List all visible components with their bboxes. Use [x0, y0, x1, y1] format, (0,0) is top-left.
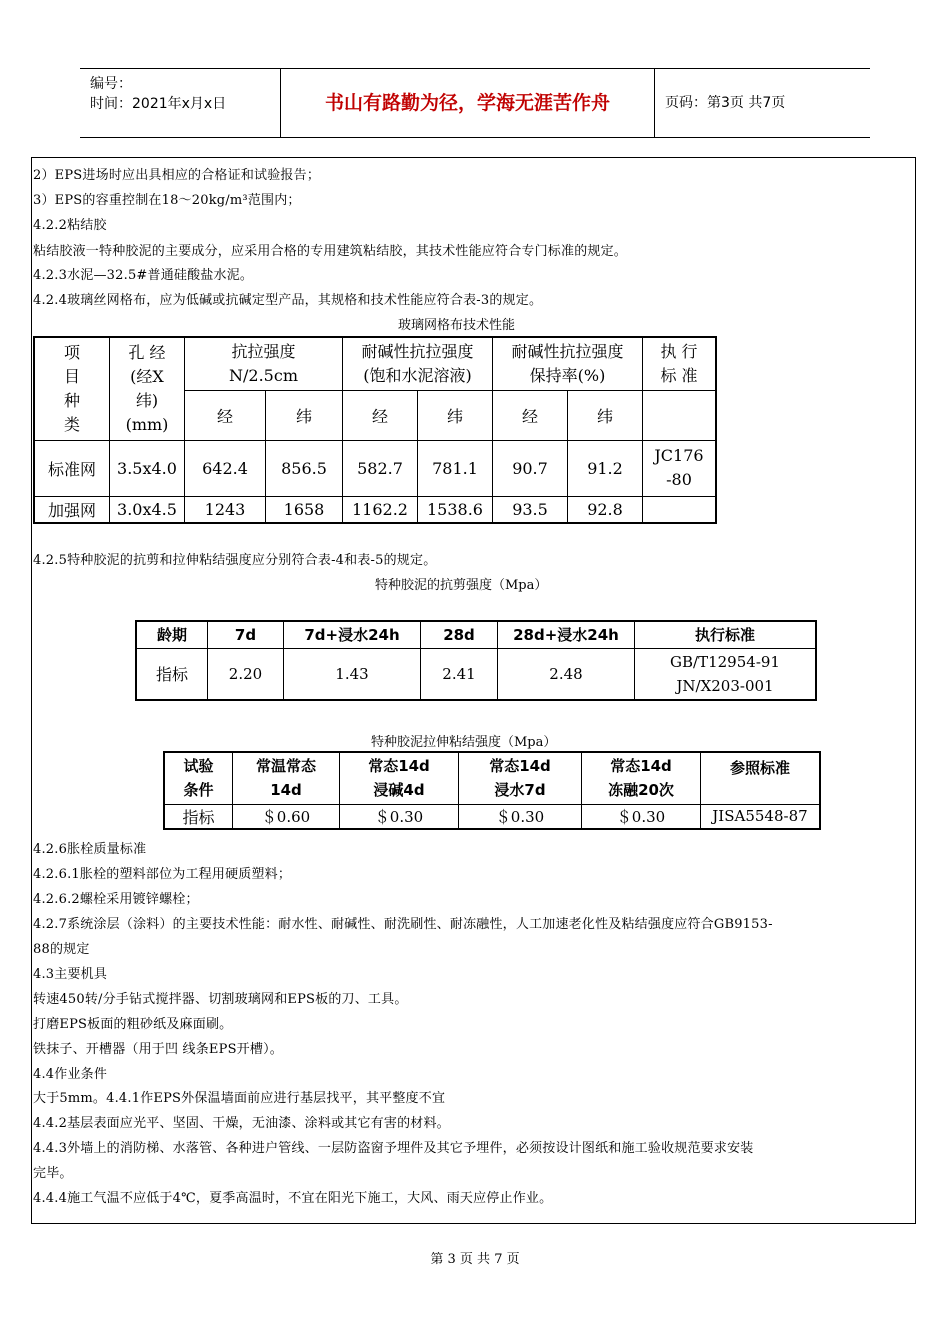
- cell-name: 标准网: [34, 440, 110, 496]
- header-cell: 常态14d 浸碱4d: [340, 752, 459, 804]
- cell-name: 加强网: [34, 496, 110, 523]
- cell-hole: 3.0x4.5: [110, 496, 185, 523]
- header-motto: 书山有路勤为径，学海无涯苦作舟: [281, 69, 655, 137]
- header-weft: 纬: [568, 390, 643, 440]
- text-line: 转速450转/分手钻式搅拌器、切割玻璃网和EPS板的刀、工具。: [33, 992, 408, 1007]
- text-line: 3）EPS的容重控制在18～20kg/m³范围内；: [33, 193, 301, 208]
- header-standard: 执 行 标 准: [643, 337, 717, 390]
- table-row: [34, 440, 716, 496]
- header-cell: 7d: [208, 621, 284, 648]
- cell-value: ＄0.30: [340, 804, 459, 829]
- cell-value: 2.48: [498, 648, 635, 700]
- text-line: 铁抹子、开槽器（用于凹 线条EPS开槽）。: [33, 1042, 283, 1057]
- cell-name: 指标: [136, 648, 208, 700]
- table1-caption: 玻璃网格布技术性能: [398, 318, 516, 333]
- cell-standard: JC176 -80: [643, 440, 717, 496]
- cell-value: 91.2: [568, 440, 643, 496]
- cell-value: 2.20: [208, 648, 284, 700]
- cell-value: 93.5: [493, 496, 568, 523]
- header-empty: [643, 390, 717, 440]
- table-row: [34, 496, 716, 523]
- cell-value: 90.7: [493, 440, 568, 496]
- header-alkali-tensile: 耐碱性抗拉强度 (饱和水泥溶液): [343, 337, 493, 390]
- cell-hole: 3.5x4.0: [110, 440, 185, 496]
- cell-value: ＄0.60: [233, 804, 340, 829]
- cell-value: ＄0.30: [582, 804, 701, 829]
- header-weft: 纬: [418, 390, 493, 440]
- table-row: [136, 648, 816, 700]
- text-line: 完毕。: [33, 1166, 73, 1181]
- cell-standard: [643, 496, 717, 523]
- document-date-label: 时间：2021年x月x日: [90, 96, 227, 112]
- text-line: 粘结胶液一特种胶泥的主要成分，应采用合格的专用建筑粘结胶，其技术性能应符合专门标准的规定。: [33, 244, 628, 259]
- text-line: 大于5mm。4.4.1作EPS外保温墙面前应进行基层找平，其平整度不宜: [33, 1091, 446, 1106]
- header-warp: 经: [185, 390, 266, 440]
- document-number-label: 编号：: [90, 76, 132, 92]
- text-line: 4.2.6.1胀栓的塑料部位为工程用硬质塑料；: [33, 867, 292, 882]
- header-cell: 常态14d 浸水7d: [459, 752, 582, 804]
- section-heading: 4.3主要机具: [33, 967, 108, 982]
- text-line: 打磨EPS板面的粗砂纸及麻面刷。: [33, 1017, 233, 1032]
- cell-value: 642.4: [185, 440, 266, 496]
- page-footer: 第 3 页 共 7 页: [430, 1252, 520, 1267]
- cell-value: 781.1: [418, 440, 493, 496]
- cell-value: 582.7: [343, 440, 418, 496]
- section-heading: 4.2.6胀栓质量标准: [33, 842, 147, 857]
- cell-value: 2.41: [421, 648, 498, 700]
- text-line: 4.2.7系统涂层（涂料）的主要技术性能：耐水性、耐碱性、耐洗刷性、耐冻融性，人工加速老化性及粘结强度应符合GB9153-: [33, 917, 773, 932]
- cell-name: 指标: [164, 804, 233, 829]
- header-retention: 耐碱性抗拉强度 保持率(%): [493, 337, 643, 390]
- shear-strength-table: [135, 620, 817, 701]
- header-hole-size: 孔 经 (经X 纬) (mm): [110, 337, 185, 440]
- header-cell: 龄期: [136, 621, 208, 648]
- table-row: [164, 804, 820, 829]
- section-heading: 4.2.2粘结胶: [33, 218, 107, 233]
- cell-value: 1243: [185, 496, 266, 523]
- header-item-type: 项 目 种 类: [34, 337, 110, 440]
- table3-caption: 特种胶泥拉伸粘结强度（Mpa）: [371, 735, 557, 750]
- page-header: [80, 68, 870, 138]
- header-page-label: 页码：第3页 共7页: [665, 95, 786, 111]
- header-cell: 试验 条件: [164, 752, 233, 804]
- cell-value: 1658: [266, 496, 343, 523]
- header-warp: 经: [343, 390, 418, 440]
- text-line: 4.4.3外墙上的消防梯、水落管、各种进户管线、一层防盗窗予埋件及其它予埋件，必须按设计图纸和施工验收规范要求安装: [33, 1141, 754, 1156]
- table2-caption: 特种胶泥的抗剪强度（Mpa）: [375, 578, 548, 593]
- text-line: 4.4.2基层表面应光平、坚固、干燥，无油漆、涂料或其它有害的材料。: [33, 1116, 450, 1131]
- header-cell: 参照标准: [701, 752, 821, 804]
- text-line: 4.2.5特种胶泥的抗剪和拉伸粘结强度应分别符合表-4和表-5的规定。: [33, 553, 437, 568]
- cell-value: 856.5: [266, 440, 343, 496]
- cell-value: ＄0.30: [459, 804, 582, 829]
- header-cell: 28d: [421, 621, 498, 648]
- header-cell: 常态14d 冻融20次: [582, 752, 701, 804]
- header-tensile: 抗拉强度 N/2.5cm: [185, 337, 343, 390]
- cell-value: 1538.6: [418, 496, 493, 523]
- tensile-bond-table: [163, 751, 821, 830]
- cell-standard: GB/T12954-91 JN/X203-001: [635, 648, 817, 700]
- text-line: 4.2.4玻璃丝网格布，应为低碱或抗碱定型产品，其规格和技术性能应符合表-3的规定。: [33, 293, 543, 308]
- text-line: 4.4.4施工气温不应低于4℃，夏季高温时，不宜在阳光下施工，大风、雨天应停止作业。: [33, 1191, 553, 1206]
- cell-value: 92.8: [568, 496, 643, 523]
- text-line: 2）EPS进场时应出具相应的合格证和试验报告；: [33, 168, 321, 183]
- cell-value: 1.43: [284, 648, 421, 700]
- header-cell: 7d+浸水24h: [284, 621, 421, 648]
- section-heading: 4.4作业条件: [33, 1067, 108, 1082]
- header-cell: 执行标准: [635, 621, 817, 648]
- text-line: 88的规定: [33, 942, 90, 957]
- header-weft: 纬: [266, 390, 343, 440]
- cell-standard: JISA5548-87: [701, 804, 821, 829]
- text-line: 4.2.3水泥—32.5#普通硅酸盐水泥。: [33, 268, 254, 283]
- text-line: 4.2.6.2螺栓采用镀锌螺栓；: [33, 892, 199, 907]
- header-warp: 经: [493, 390, 568, 440]
- header-cell: 常温常态 14d: [233, 752, 340, 804]
- header-meta: [80, 69, 281, 137]
- mesh-spec-table: [33, 336, 717, 524]
- header-cell: 28d+浸水24h: [498, 621, 635, 648]
- cell-value: 1162.2: [343, 496, 418, 523]
